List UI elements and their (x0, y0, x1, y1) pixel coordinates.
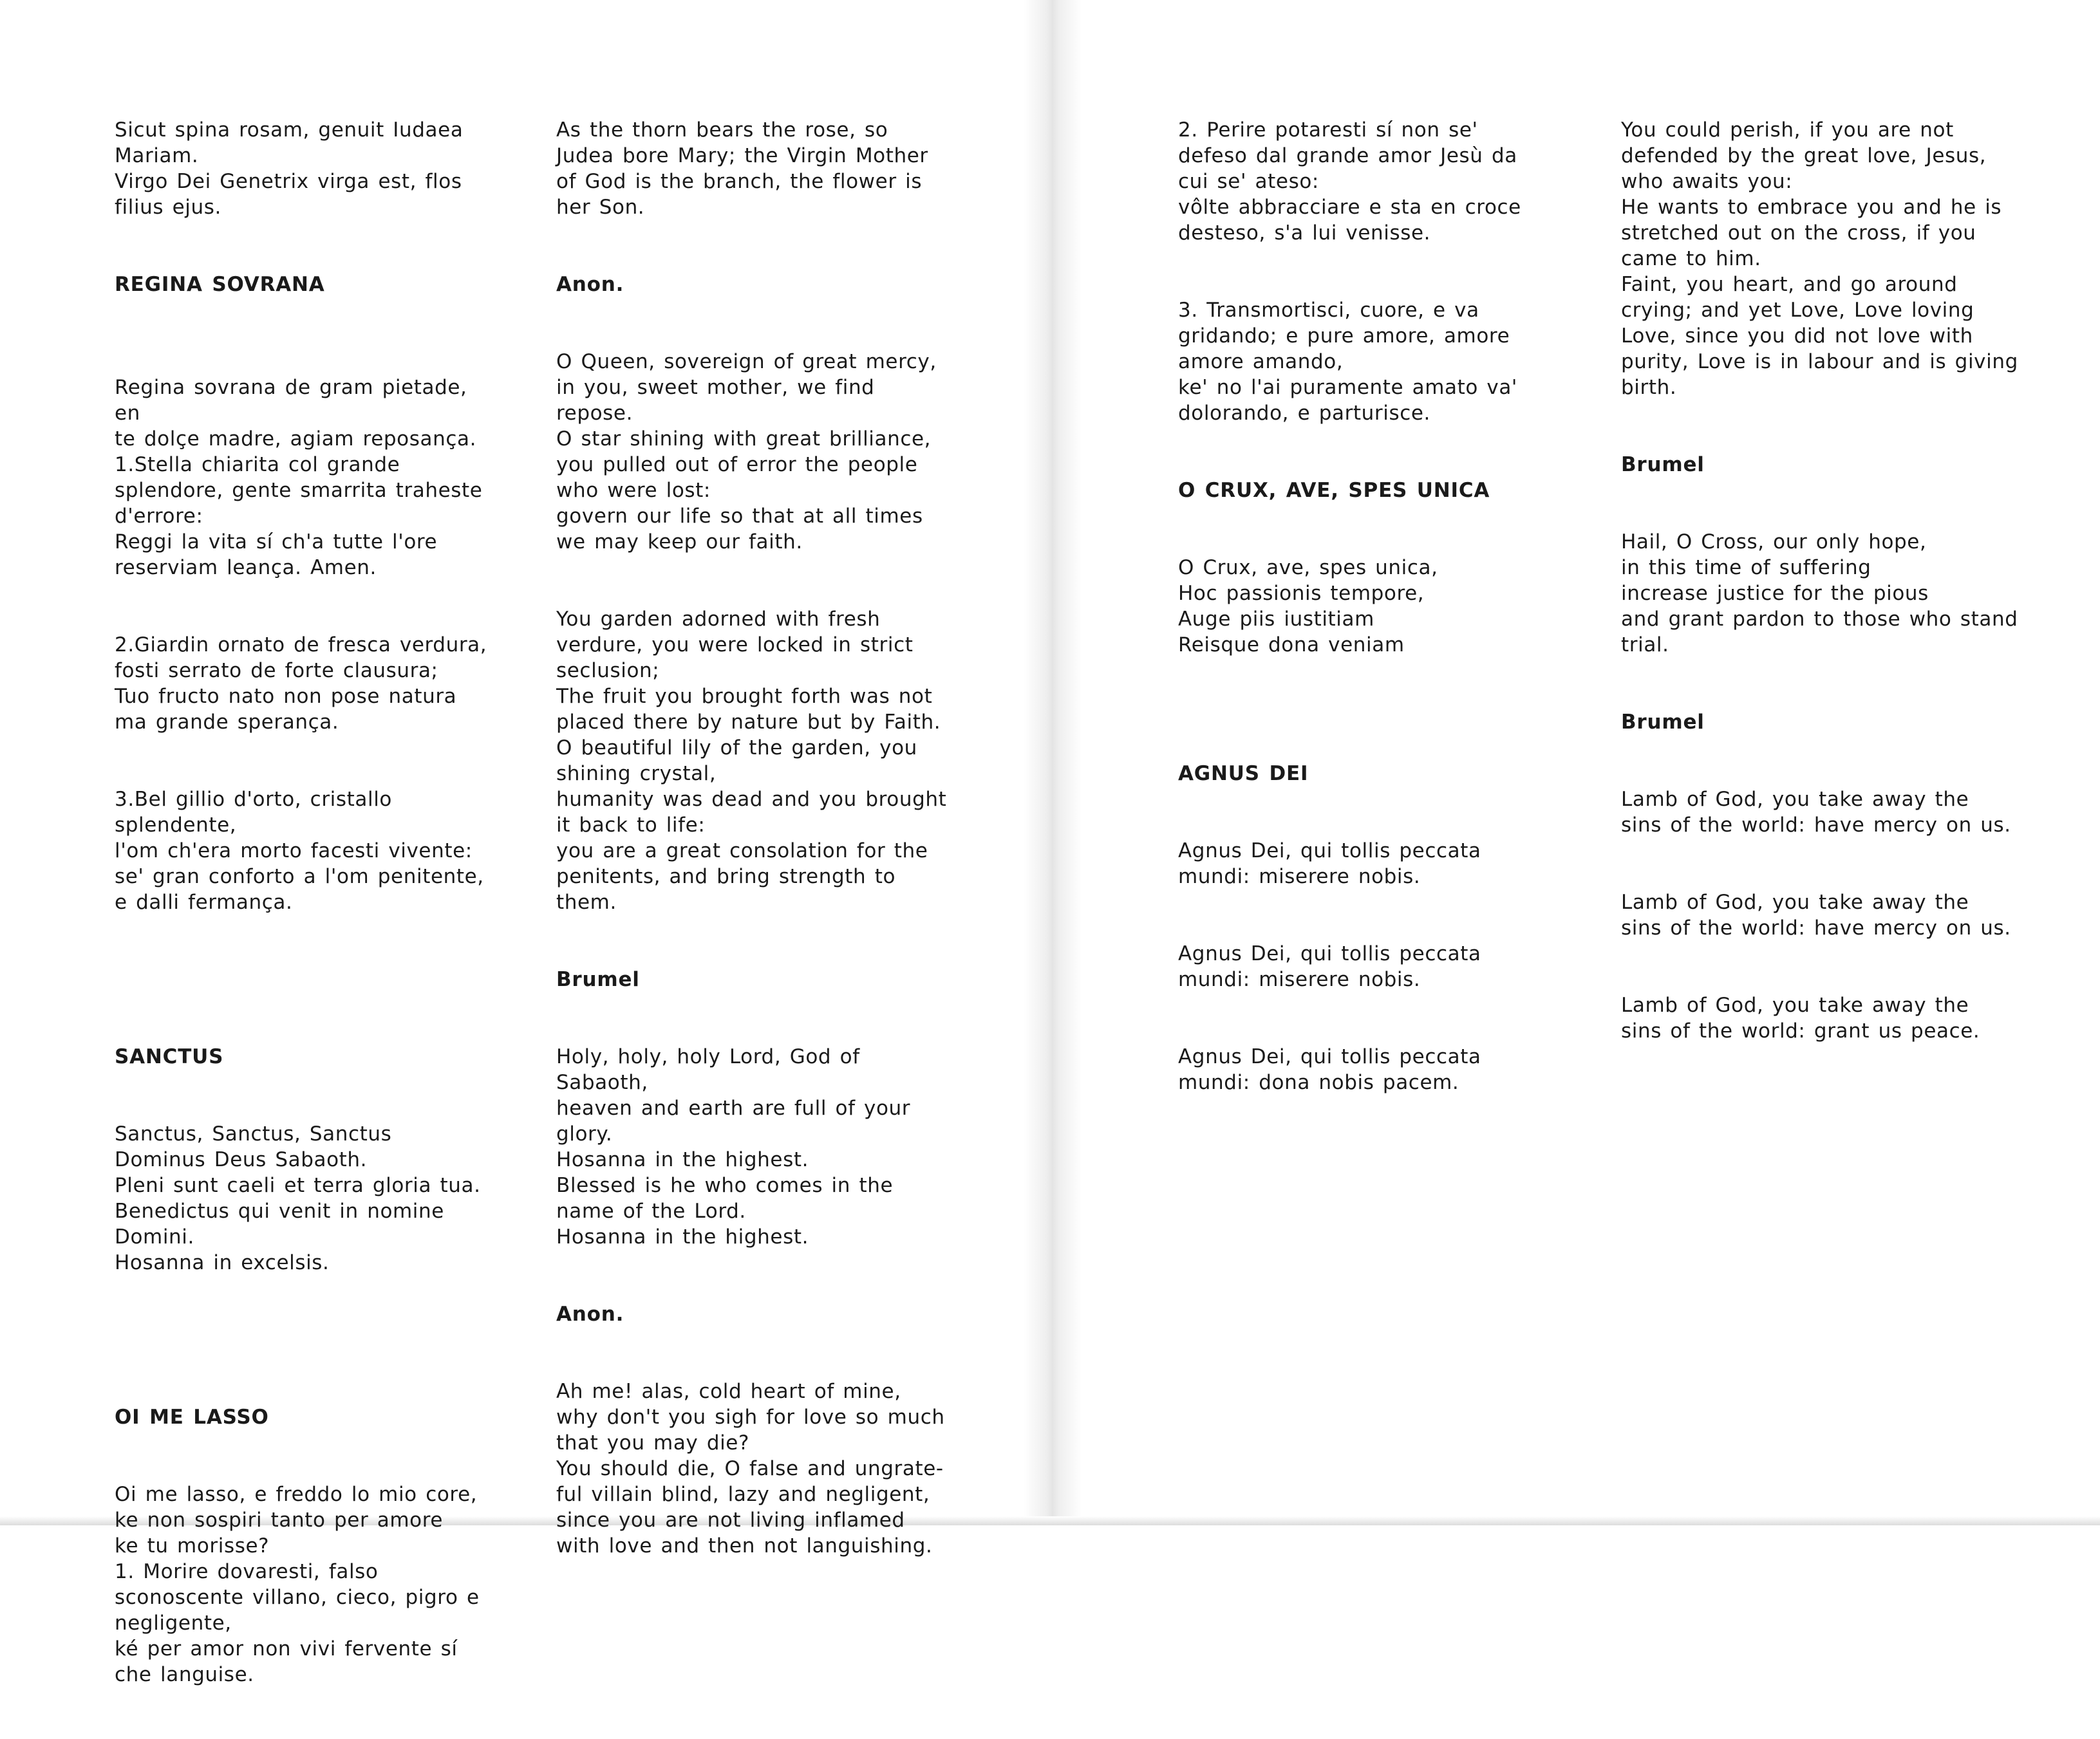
text-thorn-rose: As the thorn bears the rose, so Judea bore Mary; the Virgin Mother of God is the branch, the flower is her Son. (556, 118, 928, 219)
attribution-anon-2: Anon. (556, 1303, 624, 1326)
text-holy-holy: Holy, holy, holy Lord, God of Sabaoth, heaven and earth are full of your glory. Hosanna in the highest. Blessed is he who comes in the name of the Lord. Hosanna in the highest. (556, 1045, 911, 1249)
column-left-original (115, 91, 501, 1739)
text-sicut-spina: Sicut spina rosam, genuit Iudaea Mariam. Virgo Dei Genetrix virga est, flos filius ejus. (115, 118, 464, 219)
column-left-translation (556, 91, 955, 1610)
text-agnus-dei-2: Agnus Dei, qui tollis peccata mundi: miserere nobis. (1178, 942, 1481, 991)
text-agnus-dei-1: Agnus Dei, qui tollis peccata mundi: miserere nobis. (1178, 839, 1481, 888)
text-garden: You garden adorned with fresh verdure, you were locked in strict seclusion; The fruit you brought forth was not placed there by nature but by Faith. O beautiful lily of the garden, you shining crystal, humanity was dead and you brought it back to life: you are a great consolation for the penitents, and bring strength to them. (556, 608, 947, 914)
column-right-original (1178, 91, 1539, 1147)
text-you-could-perish: You could perish, if you are not defended by the great love, Jesus, who awaits you: He wants to embrace you and he is stretched out on the cross, if you came to him. Faint, you heart, and go around crying; and yet Love, Love loving Love, since you did not love with purity, Love is in labour and is giving birth. (1621, 118, 2018, 399)
text-perire-potaresti: 2. Perire potaresti sí non se' defeso dal grande amor Jesù da cui se' ateso: vôlte abbracciare e sta en croce desteso, s'a lui venisse. (1178, 118, 1521, 245)
heading-regina-sovrana: REGINA SOVRANA (115, 273, 325, 296)
text-lamb-of-god-2: Lamb of God, you take away the sins of the world: have mercy on us. (1621, 891, 2011, 940)
heading-oi-me-lasso: OI ME LASSO (115, 1406, 269, 1429)
heading-sanctus: SANCTUS (115, 1045, 224, 1068)
text-o-crux: O Crux, ave, spes unica, Hoc passionis tempore, Auge piis iustitiam Reisque dona veniam (1178, 556, 1438, 656)
text-o-queen: O Queen, sovereign of great mercy, in you, sweet mother, we find repose. O star shining with great brilliance, you pulled out of error the people who were lost: govern our life so that at all times we may keep our faith. (556, 350, 937, 553)
text-lamb-of-god-1: Lamb of God, you take away the sins of the world: have mercy on us. (1621, 788, 2011, 837)
page-gutter (1024, 0, 1082, 1525)
text-lamb-of-god-3: Lamb of God, you take away the sins of the world: grant us peace. (1621, 994, 1980, 1043)
text-transmortisci: 3. Transmortisci, cuore, e va gridando; e pure amore, amore amore amando, ke' no l'ai puramente amato va' dolorando, e parturisce. (1178, 299, 1518, 425)
column-right-translation (1621, 91, 2020, 1095)
text-hail-o-cross: Hail, O Cross, our only hope, in this time of suffering increase justice for the pious and grant pardon to those who stand trial. (1621, 530, 2018, 656)
attribution-brumel-2: Brumel (1621, 453, 1705, 476)
attribution-brumel-3: Brumel (1621, 711, 1705, 734)
text-sanctus: Sanctus, Sanctus, Sanctus Dominus Deus Sabaoth. Pleni sunt caeli et terra gloria tua. Benedictus qui venit in nomine Domini. Hosanna in excelsis. (115, 1122, 481, 1274)
text-regina-sovrana-verse-3: 3.Bel gillio d'orto, cristallo splendente, l'om ch'era morto facesti vivente: se' gran conforto a l'om penitente, e dalli fermança. (115, 788, 484, 914)
text-agnus-dei-3: Agnus Dei, qui tollis peccata mundi: dona nobis pacem. (1178, 1045, 1481, 1094)
text-regina-sovrana-verse-2: 2.Giardin ornato de fresca verdura, fosti serrato de forte clausura; Tuo fructo nato non pose natura ma grande sperança. (115, 633, 487, 734)
text-oi-me-lasso: Oi me lasso, e freddo lo mio core, ke non sospiri tanto per amore ke tu morisse? 1. Morire dovaresti, falso sconoscente villano, cieco, pigro e negligente, ké per amor non vivi fervente sí che languise. (115, 1483, 480, 1686)
attribution-anon-1: Anon. (556, 273, 624, 296)
text-ah-me: Ah me! alas, cold heart of mine, why don't you sigh for love so much that you may die? You should die, O false and ungrate- ful villain blind, lazy and negligent, since you are not living inflamed with love and then not languishing. (556, 1380, 945, 1558)
heading-o-crux: O CRUX, AVE, SPES UNICA (1178, 479, 1490, 502)
heading-agnus-dei: AGNUS DEI (1178, 762, 1309, 785)
attribution-brumel-1: Brumel (556, 968, 640, 991)
text-regina-sovrana-refrain: Regina sovrana de gram pietade, en te dolçe madre, agiam reposança. 1.Stella chiarita col grande splendore, gente smarrita traheste d'errore: Reggi la vita sí ch'a tutte l'ore reserviam leança. Amen. (115, 376, 483, 579)
